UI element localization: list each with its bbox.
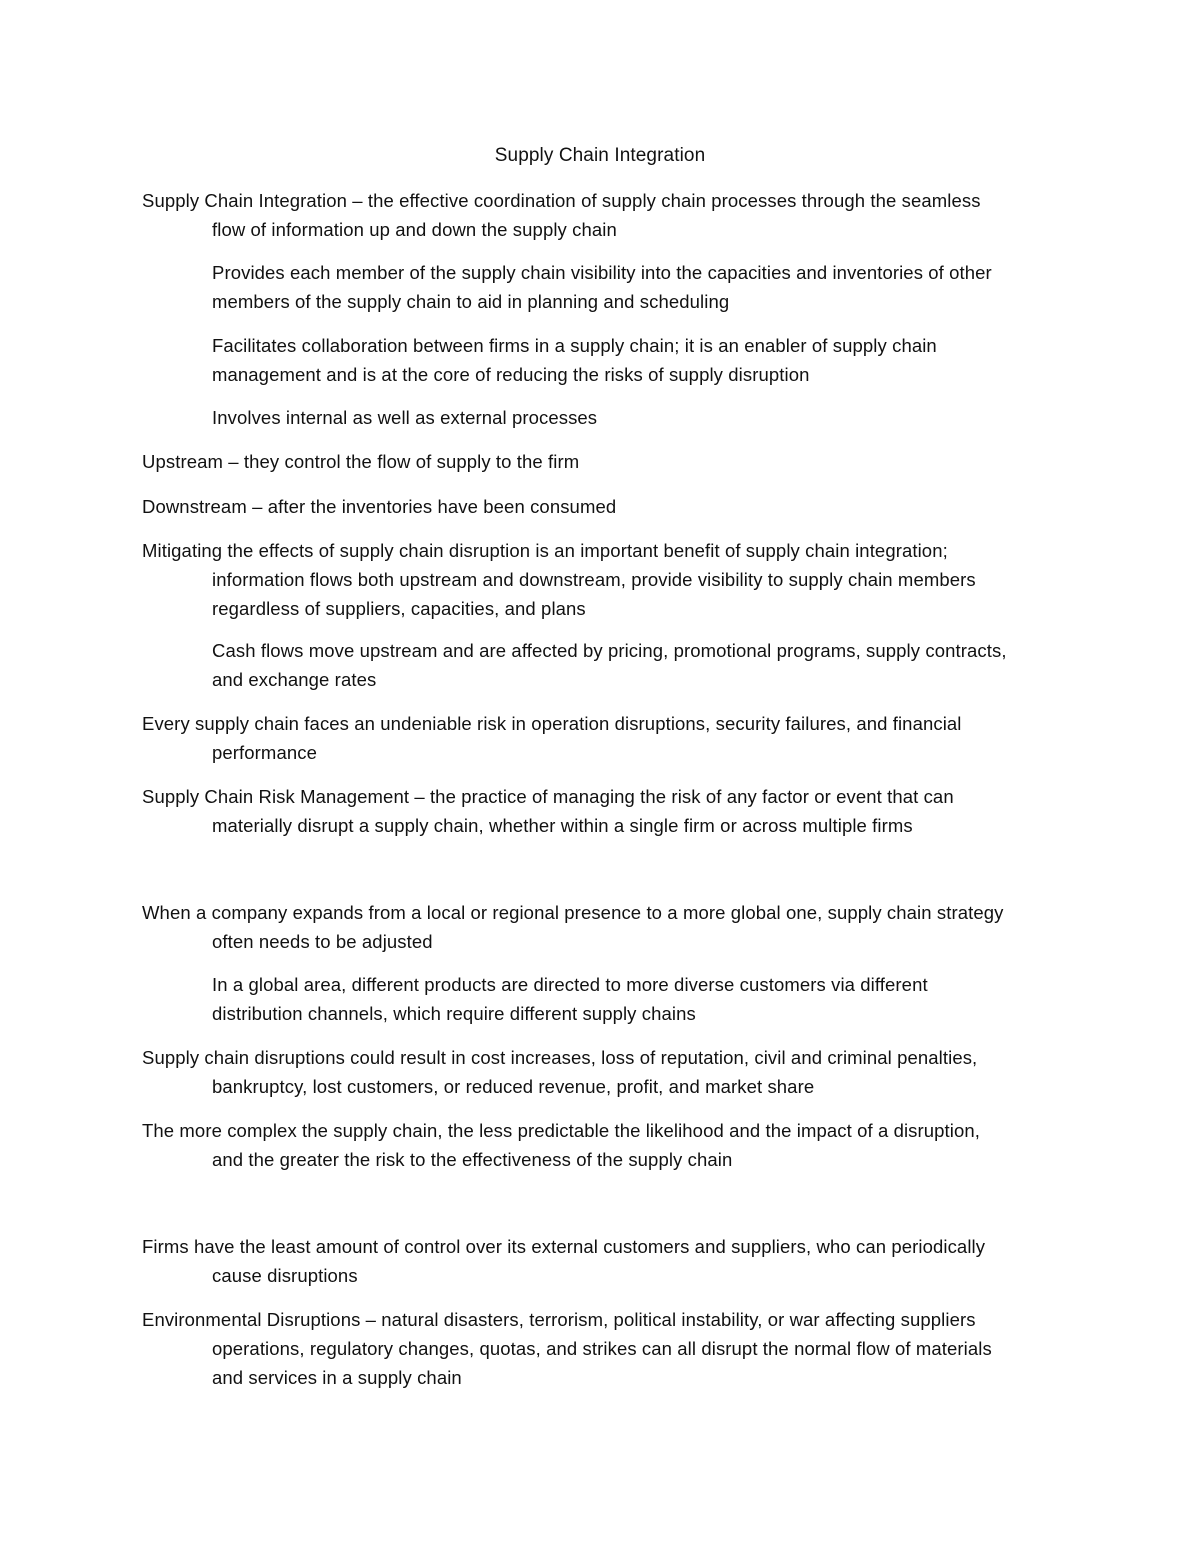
paragraph-risk-management [142,782,1072,840]
text-line: management and is at the core of reducing the risks of supply disruption [212,364,810,385]
paragraph-complex-supply-chain [142,1116,1072,1174]
text-line: Mitigating the effects of supply chain disruption is an important benefit of supply chain integration; [142,540,948,561]
text-line: Supply Chain Integration – the effective coordination of supply chain processes through the seamless [142,190,981,211]
paragraph-global-area [212,970,1142,1028]
text-line: and services in a supply chain [212,1367,462,1388]
text-line: and exchange rates [212,669,377,690]
paragraph-upstream [142,447,1072,476]
paragraph-provides-visibility [212,258,1142,316]
text-line: operations, regulatory changes, quotas, and strikes can all disrupt the normal flow of materials [212,1338,992,1359]
text-line: bankruptcy, lost customers, or reduced revenue, profit, and market share [212,1076,815,1097]
text-line: The more complex the supply chain, the less predictable the likelihood and the impact of a disruption, [142,1120,981,1141]
paragraph-facilitates-collaboration [212,331,1142,389]
text-line: Environmental Disruptions – natural disasters, terrorism, political instability, or war affecting suppliers [142,1309,976,1330]
text-line: Provides each member of the supply chain visibility into the capacities and inventories of other [212,262,992,283]
text-line: In a global area, different products are directed to more diverse customers via different [212,974,928,995]
paragraph-least-control [142,1232,1072,1290]
paragraph-company-expands [142,898,1072,956]
paragraph-mitigating-effects [142,536,1072,623]
text-line: performance [212,742,317,763]
paragraph-cash-flows [212,636,1142,694]
text-line: Involves internal as well as external processes [212,407,598,428]
text-line: Upstream – they control the flow of supply to the firm [142,451,580,472]
text-line: When a company expands from a local or regional presence to a more global one, supply chain strategy [142,902,1004,923]
paragraph-environmental-disruptions [142,1305,1072,1392]
text-line: Cash flows move upstream and are affected by pricing, promotional programs, supply contracts, [212,640,1007,661]
paragraph-internal-external [212,403,1142,432]
document-title: Supply Chain Integration [494,145,706,166]
text-line: distribution channels, which require different supply chains [212,1003,696,1024]
text-line: Supply Chain Risk Management – the practice of managing the risk of any factor or event that can [142,786,954,807]
text-line: Firms have the least amount of control over its external customers and suppliers, who can periodically [142,1236,986,1257]
text-line: Facilitates collaboration between firms in a supply chain; it is an enabler of supply chain [212,335,937,356]
paragraph-downstream [142,492,1072,521]
paragraph-undeniable-risk [142,709,1072,767]
text-line: cause disruptions [212,1265,358,1286]
paragraph-supply-chain-integration [142,186,1072,244]
text-line: flow of information up and down the supply chain [212,219,617,240]
text-line: information flows both upstream and downstream, provide visibility to supply chain members [212,569,976,590]
paragraph-disruption-results [142,1043,1072,1101]
text-line: regardless of suppliers, capacities, and plans [212,598,586,619]
text-line: Downstream – after the inventories have been consumed [142,496,617,517]
text-line: members of the supply chain to aid in planning and scheduling [212,291,730,312]
text-line: materially disrupt a supply chain, whether within a single firm or across multiple firms [212,815,913,836]
text-line: and the greater the risk to the effectiveness of the supply chain [212,1149,733,1170]
text-line: Supply chain disruptions could result in cost increases, loss of reputation, civil and criminal penalties, [142,1047,978,1068]
text-line: Every supply chain faces an undeniable risk in operation disruptions, security failures, and financial [142,713,962,734]
text-line: often needs to be adjusted [212,931,433,952]
